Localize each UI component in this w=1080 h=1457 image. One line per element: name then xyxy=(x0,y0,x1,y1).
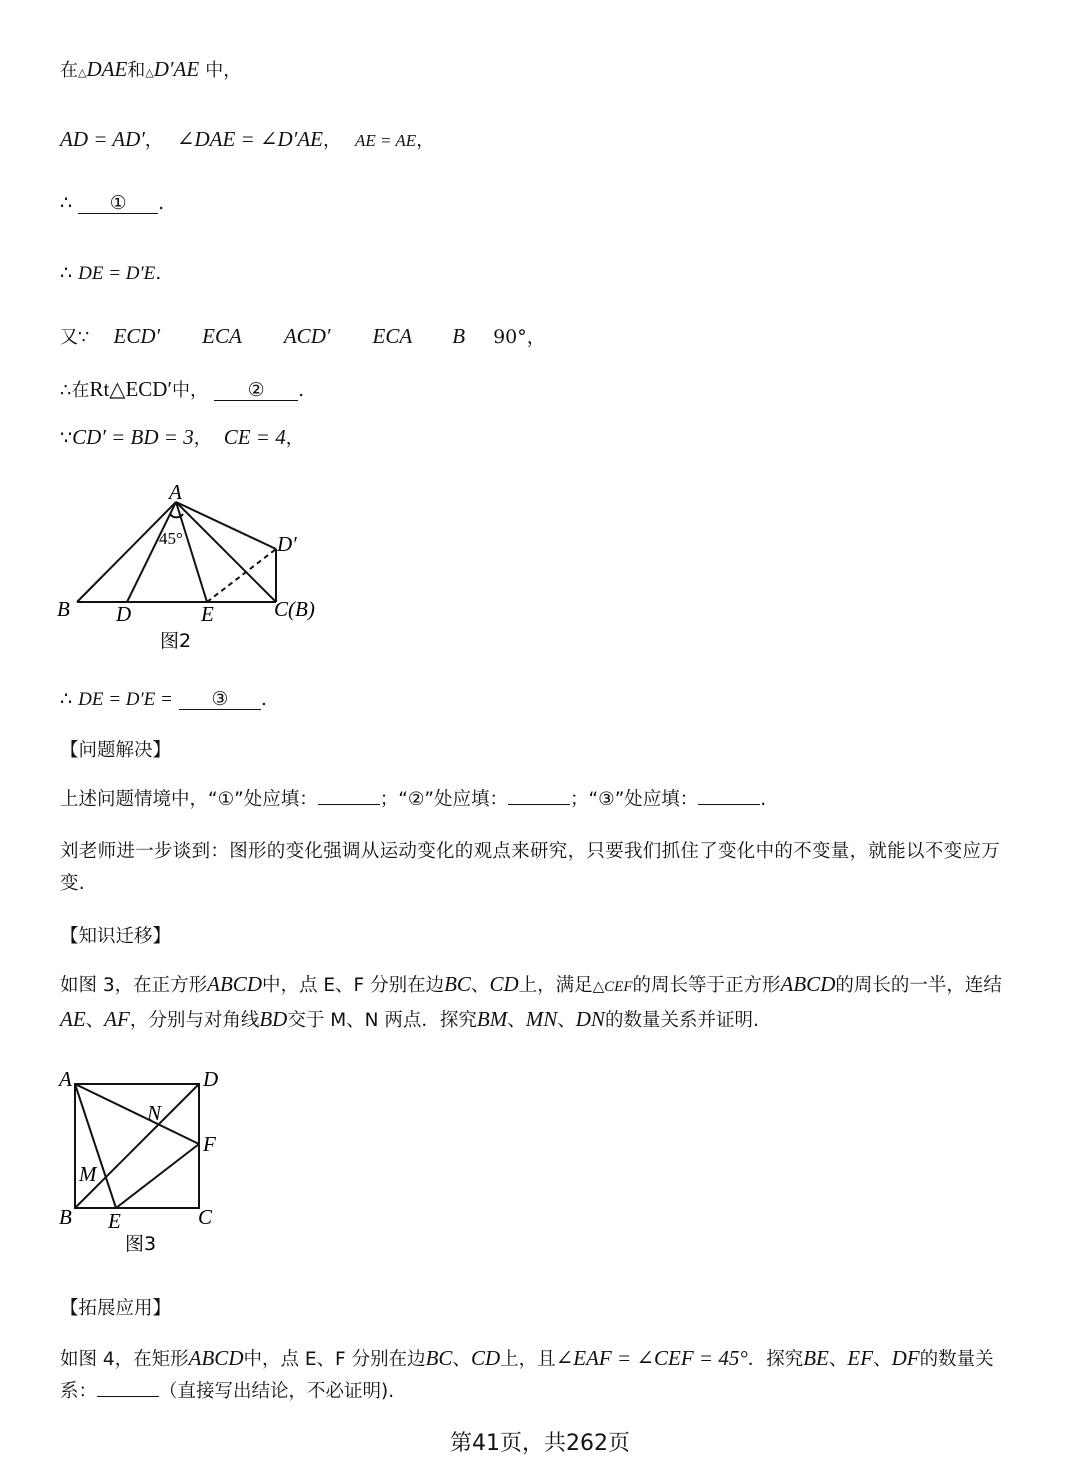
answer-blank-1 xyxy=(318,804,380,805)
proof-line-7: ∵CD′ = BD = 3， CE = 4， xyxy=(60,425,304,449)
proof-line-2: AD = AD′， ∠DAE = ∠D′AE， AE = AE， xyxy=(60,127,435,151)
angle-45-arc xyxy=(170,514,183,517)
label-b: B xyxy=(59,1205,72,1229)
answer-blank-relation xyxy=(97,1396,159,1397)
figure-2-caption: 图2 xyxy=(160,630,192,652)
segment-ad xyxy=(127,502,176,602)
heading-extension: 【拓展应用】 xyxy=(60,1298,172,1319)
segment-af xyxy=(75,1084,199,1144)
label-n: N xyxy=(147,1101,162,1125)
blank-1: ① xyxy=(78,193,158,214)
label-angle-45: 45° xyxy=(159,529,183,548)
label-d-prime: D′ xyxy=(277,532,297,556)
figure-3-caption: 图3 xyxy=(125,1233,157,1255)
answer-blank-2 xyxy=(508,804,570,805)
teacher-remark: 刘老师进一步谈到：图形的变化强调从运动变化的观点来研究，只要我们抓住了变化中的不变量，就能以不变应万变. xyxy=(60,841,1001,894)
segment-e-d-prime-dashed xyxy=(207,549,276,602)
proof-line-5: 又∵ ECD′ ECA ACD′ ECA B 90°， xyxy=(60,324,546,348)
label-a: A xyxy=(169,480,182,504)
page-footer: 第41页，共262页 xyxy=(450,1431,630,1456)
heading-knowledge-transfer: 【知识迁移】 xyxy=(60,926,172,947)
label-c: C xyxy=(198,1205,213,1229)
diagonal-bd xyxy=(75,1084,199,1208)
label-a: A xyxy=(59,1067,72,1091)
segment-ab xyxy=(77,502,176,602)
figure-3 xyxy=(55,1062,235,1262)
label-m: M xyxy=(79,1162,97,1186)
proof-line-8: ∴ DE = D′E = ③ . xyxy=(60,688,267,710)
label-e: E xyxy=(201,602,214,626)
proof-line-4: ∴ DE = D′E. xyxy=(60,262,162,284)
label-d: D xyxy=(116,602,132,626)
fill-in-prompt: 上述问题情境中，“①”处应填： ；“②”处应填： ；“③”处应填： . xyxy=(60,789,767,810)
transfer-problem: 如图 3，在正方形ABCD中，点 E、F 分别在边BC、CD上，满足△CEF的周长等于正方形ABCD的周长的一半，连结AE、AF，分别与对角线BD交于 M、N 两点．探究BM、MN、DN的数量关系并证明. xyxy=(60,972,1002,1031)
segment-ad-prime xyxy=(176,502,276,549)
proof-line-6: ∴在Rt△ECD′中， ② . xyxy=(60,377,305,401)
proof-line-3: ∴ ① . xyxy=(60,192,165,214)
heading-problem-solving: 【问题解决】 xyxy=(60,740,172,761)
extension-problem: 如图 4，在矩形ABCD中，点 E、F 分别在边BC、CD上，且∠EAF = ∠CEF = 45°．探究BE、EF、DF的数量关系： （直接写出结论，不必证明). xyxy=(60,1346,994,1402)
proof-line-1: 在△DAE和△D′AE 中， xyxy=(60,57,242,81)
label-b: B xyxy=(57,597,70,621)
answer-blank-3 xyxy=(698,804,760,805)
label-d: D xyxy=(203,1067,219,1091)
label-f: F xyxy=(203,1132,216,1156)
figure-2 xyxy=(55,478,345,658)
label-c-b: C(B) xyxy=(274,597,315,621)
blank-3: ③ xyxy=(179,689,261,710)
segment-ae xyxy=(75,1084,116,1208)
label-e: E xyxy=(108,1209,121,1233)
blank-2: ② xyxy=(214,380,298,401)
